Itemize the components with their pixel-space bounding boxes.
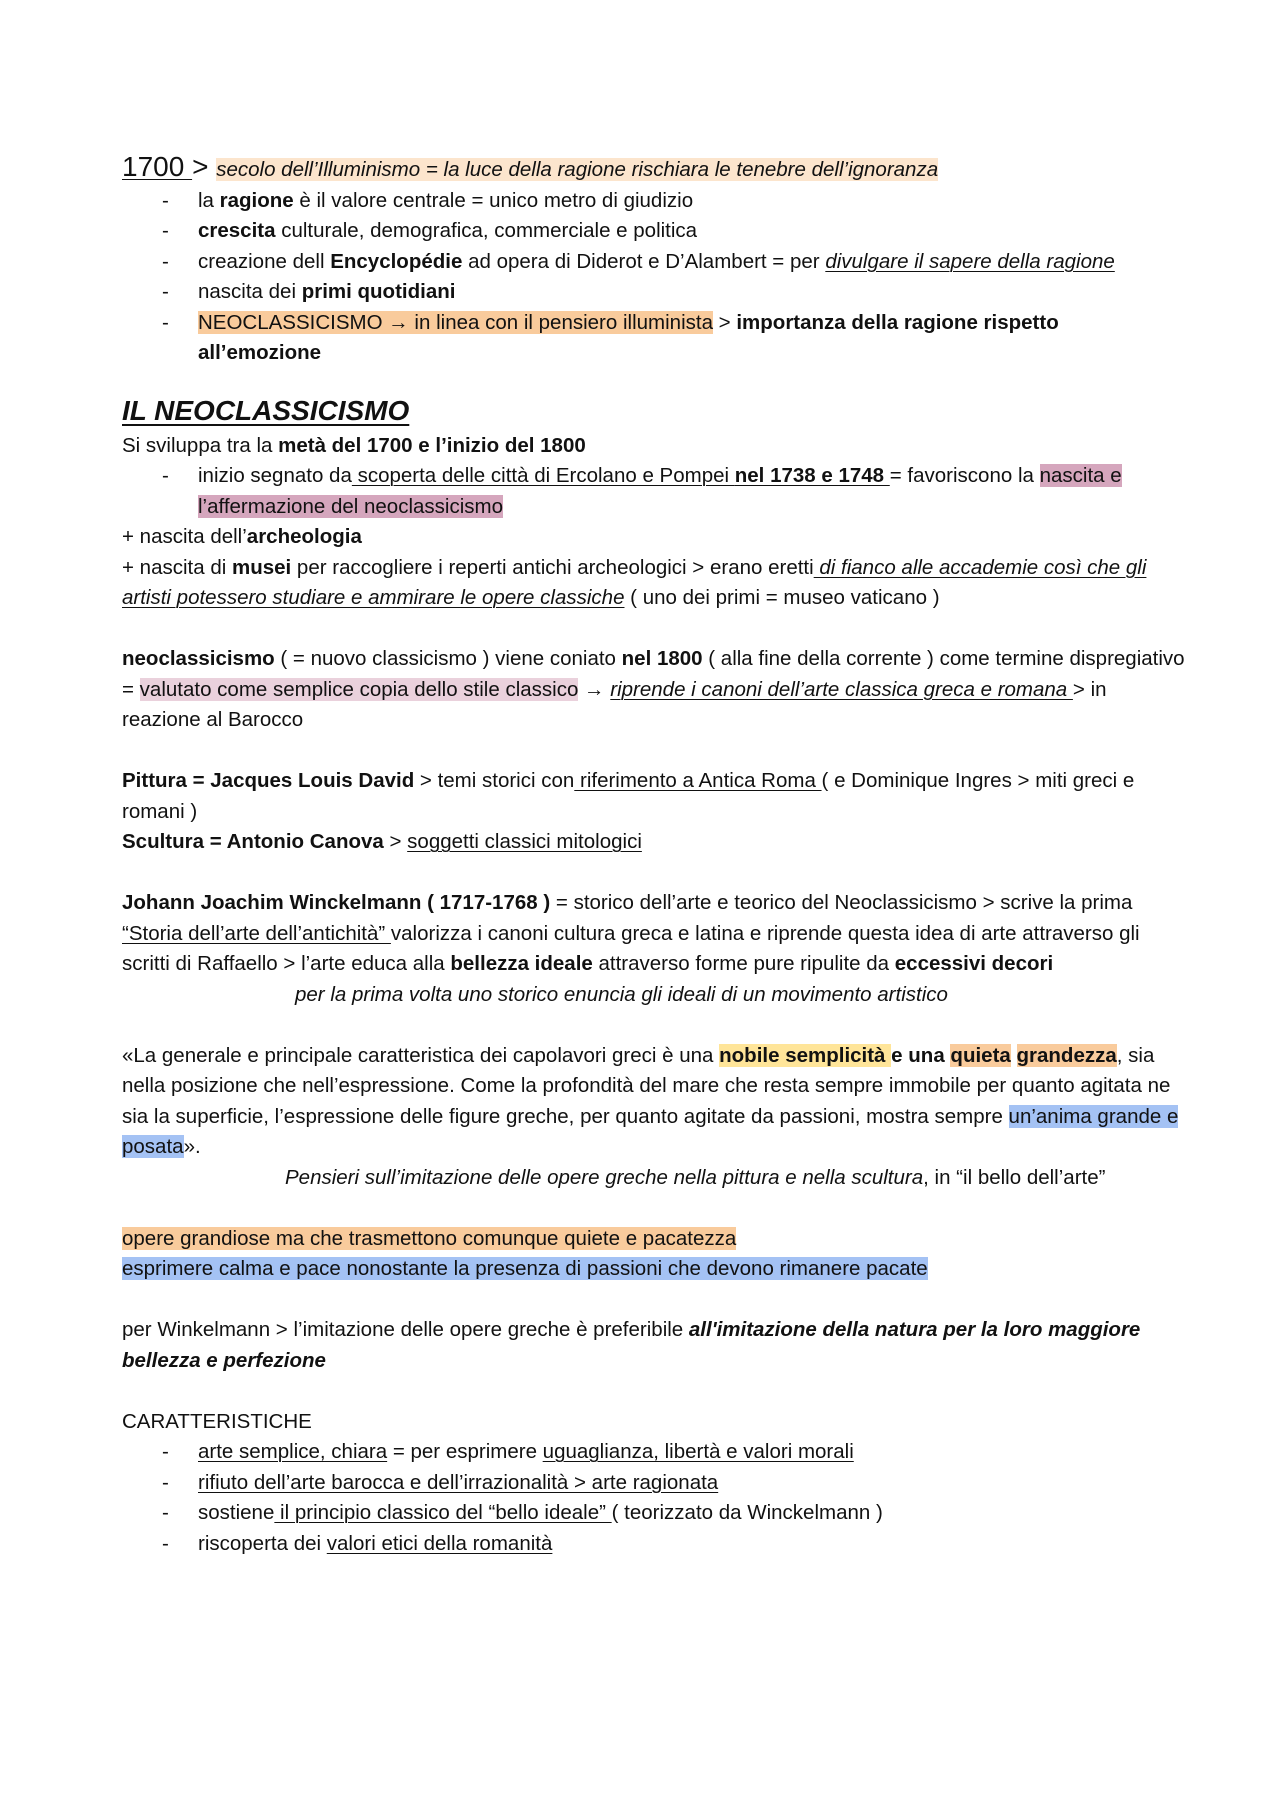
winckelmann-paragraph: Johann Joachim Winckelmann ( 1717-1768 ) = storico dell’arte e teorico del Neoclassicismo > scrive la prima “Storia dell’arte dell’antichità” valorizza i canoni cultura greca e latina e riprende questa idea di arte attraverso gli scritti di Raffaello > l’arte educa alla bellezza ideale attraverso forme pure ripulite da eccessivi decori [122, 891, 1140, 975]
note-line-2: esprimere calma e pace nonostante la presenza di passioni che devono rimanere pacate [122, 1257, 928, 1280]
quote-paragraph: «La generale e principale caratteristica dei capolavori greci è una nobile semplicità e una quieta grandezza, sia nella posizione che nell’espressione. Come la profondità del mare che resta sempre immobile per quanto agitata ne sia la superficie, l’espressione delle figure greche, per quanto agitate da passioni, mostra sempre un’anima grande e posata». [122, 1043, 1179, 1158]
painting-paragraph: Pittura = Jacques Louis David > temi storici con riferimento a Antica Roma ( e Dominique Ingres > miti greci e romani ) [122, 769, 1135, 823]
document-page [122, 152, 1187, 1559]
list-item: - la ragione è il valore centrale = unico metro di giudizio [122, 186, 1187, 217]
archeology-line: + nascita dell’archeologia [122, 525, 362, 548]
intro-heading: 1700 > secolo dell’Illuminismo = la luce della ragione rischiara le tenebre dell’ignoranza [122, 151, 939, 182]
neo-list [122, 461, 1187, 522]
museums-paragraph: + nascita di musei per raccogliere i reperti antichi archeologici > erano eretti di fianco alle accademie così che gli artisti potessero studiare e ammirare le opere classiche ( uno dei primi = museo vaticano ) [122, 555, 1147, 609]
list-item: - arte semplice, chiara = per esprimere uguaglianza, libertà e valori morali [122, 1437, 1187, 1468]
list-item: - NEOCLASSICISMO → in linea con il pensiero illuminista > importanza della ragione rispetto all’emozione [122, 308, 1187, 369]
list-item: - nascita dei primi quotidiani [122, 277, 1187, 308]
characteristics-list [122, 1437, 1187, 1559]
year-heading: 1700 [122, 151, 193, 182]
sculpture-paragraph: Scultura = Antonio Canova > soggetti classici mitologici [122, 830, 642, 853]
list-item: - riscoperta dei valori etici della romanità [122, 1529, 1187, 1560]
list-item: - sostiene il principio classico del “bello ideale” ( teorizzato da Winckelmann ) [122, 1498, 1187, 1529]
characteristics-title: CARATTERISTICHE [122, 1409, 312, 1433]
quote-source: Pensieri sull’imitazione delle opere greche nella pittura e nella scultura, in “il bello dell’arte” [285, 1165, 1106, 1189]
list-item: - rifiuto dell’arte barocca e dell’irrazionalità > arte ragionata [122, 1468, 1187, 1499]
period-paragraph: Si sviluppa tra la metà del 1700 e l’inizio del 1800 [122, 433, 586, 457]
list-item: - creazione dell Encyclopédie ad opera di Diderot e D’Alambert = per divulgare il sapere della ragione [122, 247, 1187, 278]
list-item: - crescita culturale, demografica, commerciale e politica [122, 216, 1187, 247]
section-title: IL NEOCLASSICISMO [122, 394, 410, 426]
list-item: - inizio segnato da scoperta delle città di Ercolano e Pompei nel 1738 e 1748 = favoriscono la nascita e l’affermazione del neoclassicismo [122, 461, 1187, 522]
intro-list [122, 186, 1187, 369]
note-line-1: opere grandiose ma che trasmettono comunque quiete e pacatezza [122, 1226, 737, 1250]
definition-paragraph: neoclassicismo ( = nuovo classicismo ) viene coniato nel 1800 ( alla fine della corrente ) come termine dispregiativo = valutato come semplice copia dello stile classico → riprende i canoni dell’arte classica greca e romana > in reazione al Barocco [122, 647, 1185, 731]
century-definition: secolo dell’Illuminismo = la luce della ragione rischiara le tenebre dell’ignoranza [216, 158, 939, 181]
preference-paragraph: per Winkelmann > l’imitazione delle opere greche è preferibile all'imitazione della natura per la loro maggiore bellezza e perfezione [122, 1318, 1141, 1372]
winckelmann-note: per la prima volta uno storico enuncia gli ideali di un movimento artistico [295, 982, 948, 1006]
